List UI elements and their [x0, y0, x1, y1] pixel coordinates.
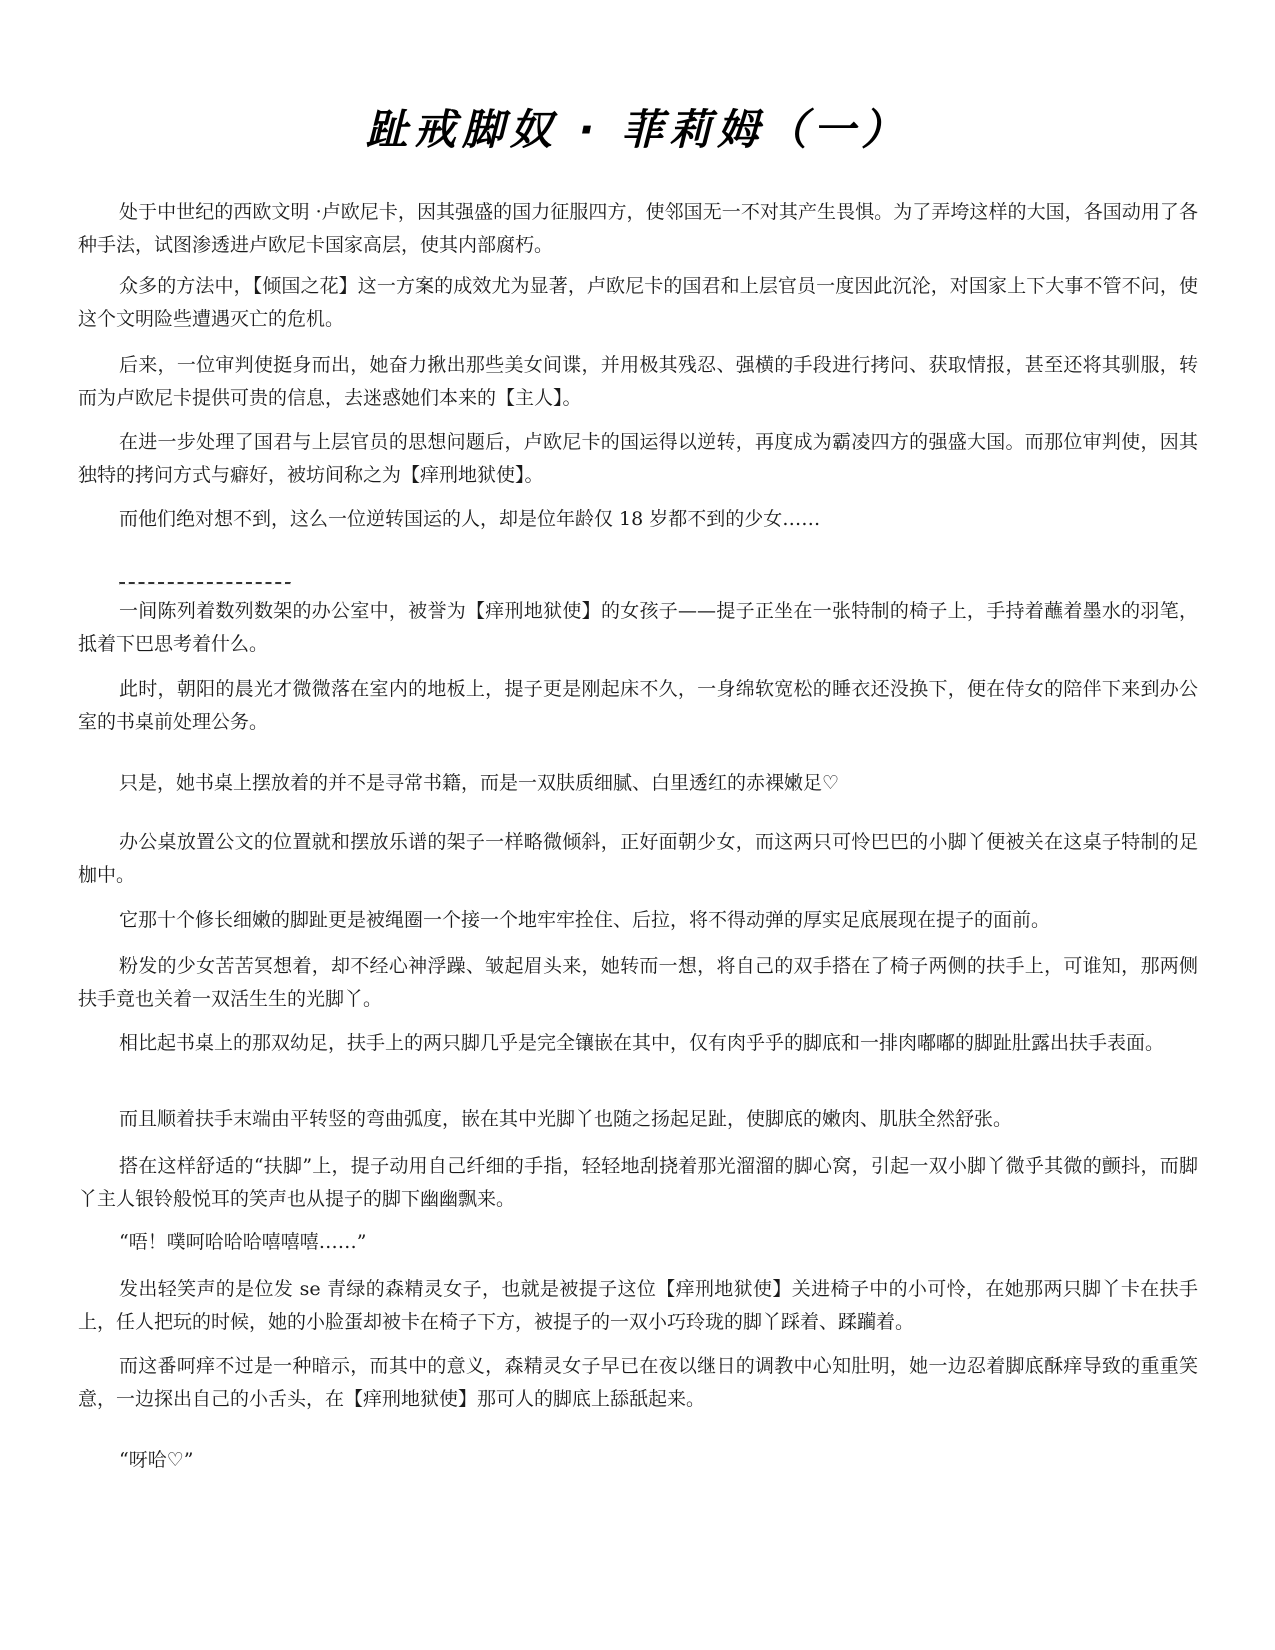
- dialogue-line: “唔！噗呵哈哈哈嘻嘻嘻……”: [119, 1231, 367, 1253]
- paragraph: 只是，她书桌上摆放着的并不是寻常书籍，而是一双肤质细腻、白里透红的赤裸嫩足♡: [119, 772, 840, 794]
- paragraph: 在进一步处理了国君与上层官员的思想问题后，卢欧尼卡的国运得以逆转，再度成为霸凌四方的强盛大国。而那位审判使，因其独特的拷问方式与癖好，被坊间称之为【痒刑地狱使】。: [78, 431, 1198, 486]
- paragraph: 而这番呵痒不过是一种暗示，而其中的意义，森精灵女子早已在夜以继日的调教中心知肚明，她一边忍着脚底酥痒导致的重重笑意，一边探出自己的小舌头，在【痒刑地狱使】那可人的脚底上舔舐起来。: [78, 1355, 1198, 1410]
- paragraph: 相比起书桌上的那双幼足，扶手上的两只脚几乎是完全镶嵌在其中，仅有肉乎乎的脚底和一排肉嘟嘟的脚趾肚露出扶手表面。: [119, 1032, 1165, 1054]
- dialogue-line: “呀哈♡”: [119, 1449, 194, 1471]
- paragraph: 处于中世纪的西欧文明 ·卢欧尼卡，因其强盛的国力征服四方，使邻国无一不对其产生畏惧。为了弄垮这样的大国，各国动用了各种手法，试图渗透进卢欧尼卡国家高层，使其内部腐朽。: [78, 201, 1198, 256]
- paragraph: 办公桌放置公文的位置就和摆放乐谱的架子一样略微倾斜，正好面朝少女，而这两只可怜巴巴的小脚丫便被关在这桌子特制的足枷中。: [78, 831, 1198, 886]
- paragraph: 众多的方法中，【倾国之花】这一方案的成效尤为显著，卢欧尼卡的国君和上层官员一度因此沉沦，对国家上下大事不管不问，使这个文明险些遭遇灭亡的危机。: [78, 275, 1198, 330]
- paragraph: 搭在这样舒适的“扶脚”上，提子动用自己纤细的手指，轻轻地刮挠着那光溜溜的脚心窝，引起一双小脚丫微乎其微的颤抖，而脚丫主人银铃般悦耳的笑声也从提子的脚下幽幽飘来。: [78, 1155, 1198, 1210]
- paragraph: 而他们绝对想不到，这么一位逆转国运的人，却是位年龄仅 18 岁都不到的少女……: [119, 508, 821, 530]
- paragraph: 后来，一位审判使挺身而出，她奋力揪出那些美女间谍，并用极其残忍、强横的手段进行拷问、获取情报，甚至还将其驯服，转而为卢欧尼卡提供可贵的信息，去迷惑她们本来的【主人】。: [78, 354, 1198, 409]
- paragraph: 一间陈列着数列数架的办公室中，被誉为【痒刑地狱使】的女孩子——提子正坐在一张特制的椅子上，手持着蘸着墨水的羽笔，抵着下巴思考着什么。: [78, 600, 1198, 655]
- paragraph: 粉发的少女苦苦冥想着，却不经心神浮躁、皱起眉头来，她转而一想，将自己的双手搭在了椅子两侧的扶手上，可谁知，那两侧扶手竟也关着一双活生生的光脚丫。: [78, 955, 1198, 1010]
- section-divider: [119, 582, 291, 585]
- paragraph: 它那十个修长细嫩的脚趾更是被绳圈一个接一个地牢牢拴住、后拉，将不得动弹的厚实足底展现在提子的面前。: [119, 909, 1051, 931]
- paragraph: 发出轻笑声的是位发 se 青绿的森精灵女子，也就是被提子这位【痒刑地狱使】关进椅子中的小可怜，在她那两只脚丫卡在扶手上，任人把玩的时候，她的小脸蛋却被卡在椅子下方，被提子的一双小巧玲珑的脚丫踩着、蹂躏着。: [78, 1278, 1198, 1333]
- paragraph: 此时，朝阳的晨光才微微落在室内的地板上，提子更是刚起床不久，一身绵软宽松的睡衣还没换下，便在侍女的陪伴下来到办公室的书桌前处理公务。: [78, 678, 1198, 733]
- paragraph: 而且顺着扶手末端由平转竖的弯曲弧度，嵌在其中光脚丫也随之扬起足趾，使脚底的嫩肉、肌肤全然舒张。: [119, 1108, 1013, 1130]
- page-title: 趾戒脚奴 · 菲莉姆（一）: [365, 105, 910, 154]
